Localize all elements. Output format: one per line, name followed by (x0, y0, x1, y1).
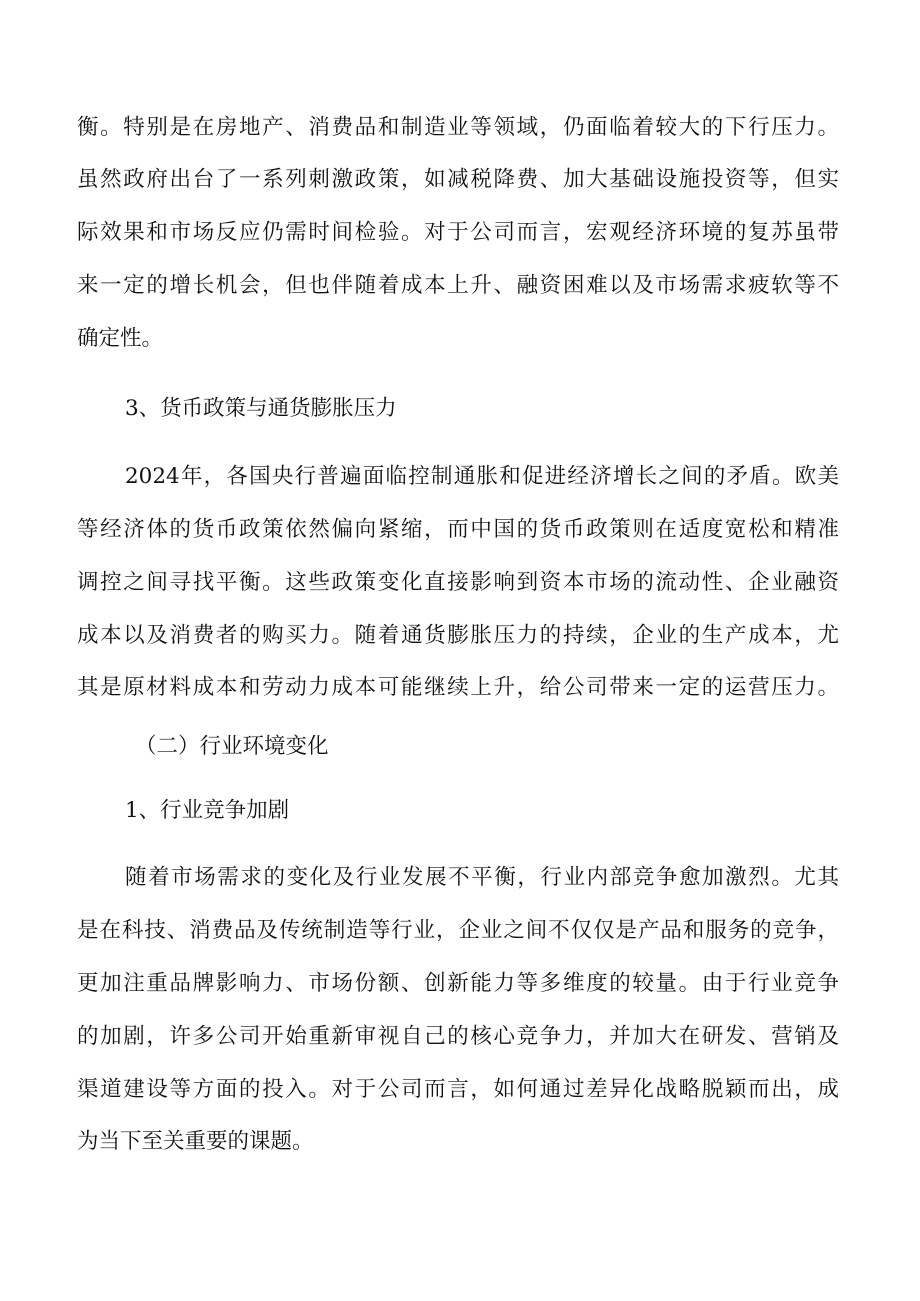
paragraph-2-line-4: 成本以及消费者的购买力。随着通货膨胀压力的持续，企业的生产成本，尤 (77, 623, 839, 648)
paragraph-2-line-1: 2024年，各国央行普遍面临控制通胀和促进经济增长之间的矛盾。欧美 (125, 464, 839, 489)
paragraph-2-line-2: 等经济体的货币政策依然偏向紧缩，而中国的货币政策则在适度宽松和精准 (77, 517, 839, 542)
paragraph-3-line-2: 是在科技、消费品及传统制造等行业，企业之间不仅仅是产品和服务的竞争， (77, 918, 839, 943)
paragraph-1-line-2: 虽然政府出台了一系列刺激政策，如减税降费、加大基础设施投资等，但实 (77, 167, 839, 192)
paragraph-3-line-3: 更加注重品牌影响力、市场份额、创新能力等多维度的较量。由于行业竞争 (77, 971, 839, 996)
heading-competition: 1、行业竞争加剧 (125, 798, 290, 823)
paragraph-1-line-3: 际效果和市场反应仍需时间检验。对于公司而言，宏观经济环境的复苏虽带 (77, 220, 839, 245)
paragraph-2-line-3: 调控之间寻找平衡。这些政策变化直接影响到资本市场的流动性、企业融资 (77, 570, 839, 595)
paragraph-3-line-4: 的加剧，许多公司开始重新审视自己的核心竞争力，并加大在研发、营销及 (77, 1024, 839, 1049)
heading-monetary-policy: 3、货币政策与通货膨胀压力 (125, 396, 397, 421)
section-heading-industry: （二）行业环境变化 (135, 734, 329, 759)
paragraph-1-line-1: 衡。特别是在房地产、消费品和制造业等领域，仍面临着较大的下行压力。 (77, 115, 839, 140)
paragraph-2-line-5: 其是原材料成本和劳动力成本可能继续上升，给公司带来一定的运营压力。 (77, 675, 839, 700)
paragraph-3-line-6: 为当下至关重要的课题。 (77, 1129, 314, 1154)
paragraph-3-line-1: 随着市场需求的变化及行业发展不平衡，行业内部竞争愈加激烈。尤其 (125, 865, 839, 890)
paragraph-1-line-5: 确定性。 (77, 326, 164, 351)
paragraph-1-line-4: 来一定的增长机会，但也伴随着成本上升、融资困难以及市场需求疲软等不 (77, 273, 839, 298)
paragraph-3-line-5: 渠道建设等方面的投入。对于公司而言，如何通过差异化战略脱颖而出，成 (77, 1077, 839, 1102)
